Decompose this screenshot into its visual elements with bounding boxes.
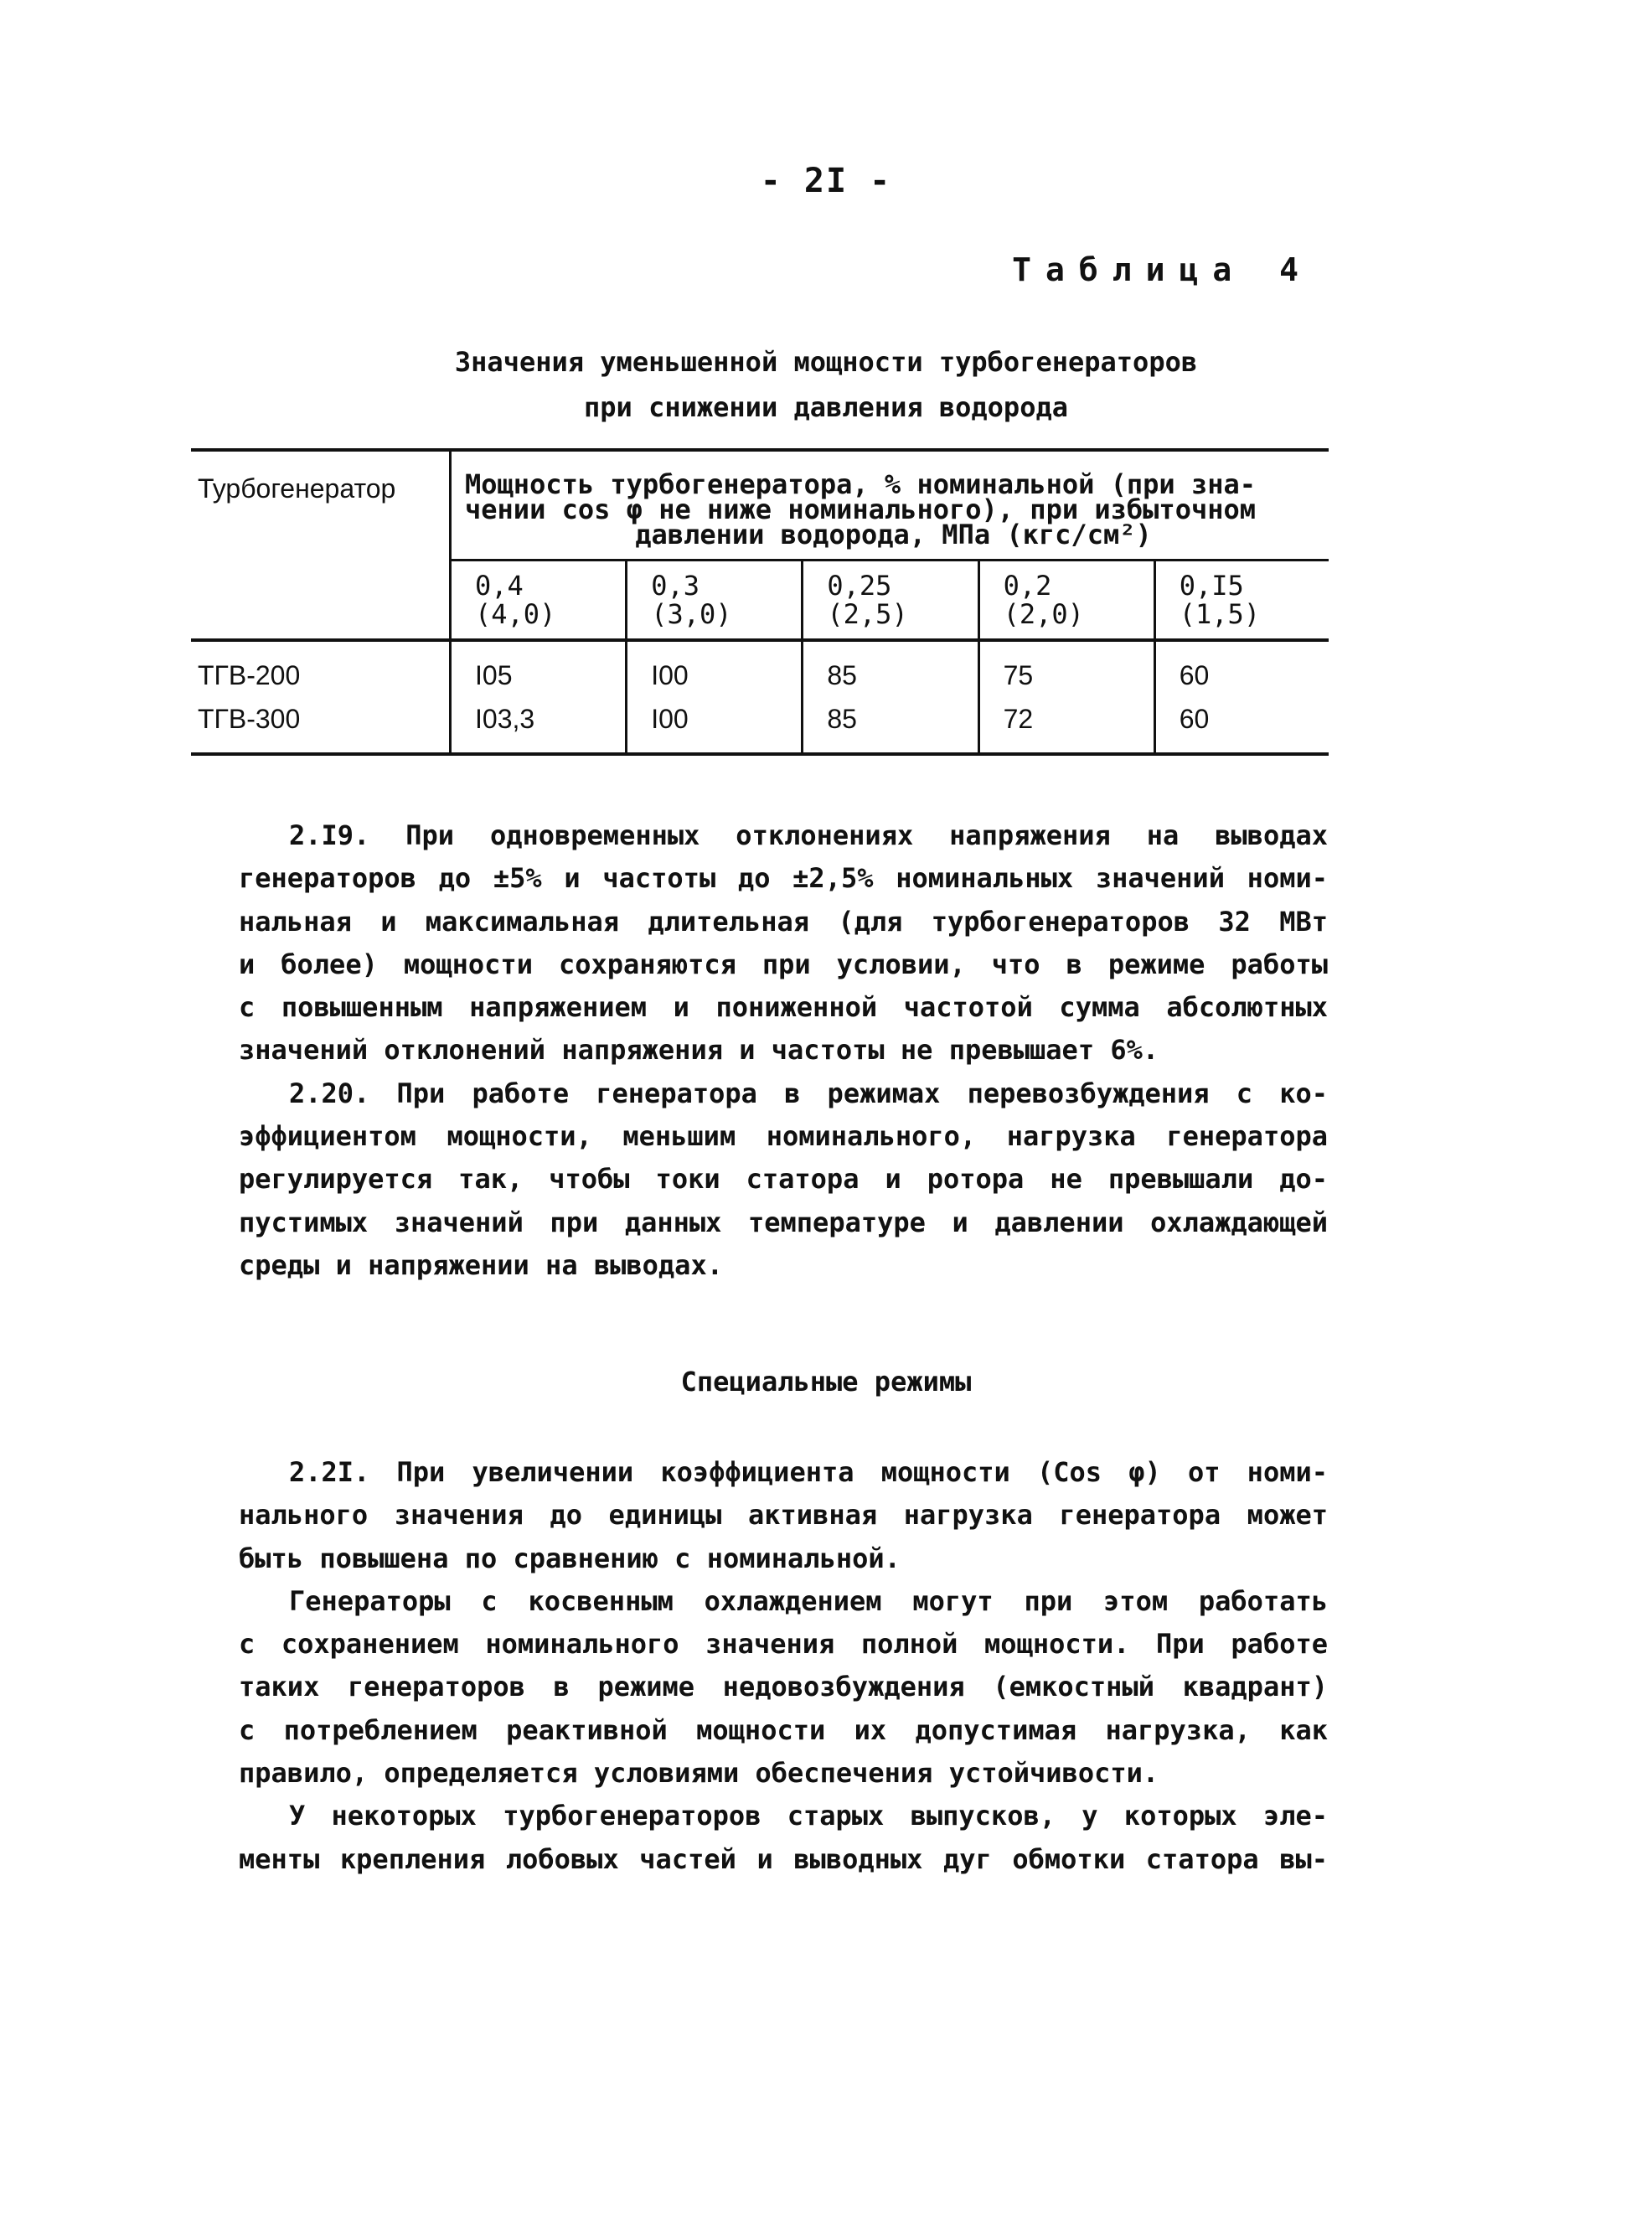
table-caption — [0, 339, 1652, 430]
text-line: с сохранением номинального значения полной мощности. При работе — [239, 1628, 1328, 1661]
header-generator: Турбогенератор — [191, 450, 451, 640]
table-row — [191, 697, 1329, 754]
text-line: правило, определяется условиями обеспечения устойчивости. — [239, 1757, 1159, 1790]
generator-name: ТГВ-200 — [191, 640, 451, 697]
text-line: У некоторых турбогенераторов старых выпусков, у которых эле- — [289, 1800, 1328, 1832]
table-cell: I00 — [627, 640, 803, 697]
pressure-kgf: (2,5) — [827, 598, 908, 630]
table-cell: 72 — [978, 697, 1154, 754]
header-pressure — [978, 561, 1154, 641]
pressure-mpa: 0,4 — [475, 570, 524, 602]
text-line: с повышенным напряжением и пониженной частотой сумма абсолютных — [239, 991, 1328, 1024]
table-cell: I05 — [451, 640, 627, 697]
pressure-kgf: (3,0) — [651, 598, 732, 630]
table-cell: I03,3 — [451, 697, 627, 754]
pressure-kgf: (4,0) — [475, 598, 556, 630]
pressure-kgf: (2,0) — [1003, 598, 1084, 630]
text-line: быть повышена по сравнению с номинальной. — [239, 1542, 901, 1574]
header-pressure — [627, 561, 803, 641]
header-power-line: чении cos φ не ниже номинального), при избыточном — [465, 493, 1257, 525]
paragraph-2-21 — [239, 1451, 1328, 1881]
text-line: эффициентом мощности, меньшим номинального, нагрузка генератора — [239, 1120, 1328, 1153]
generator-name: ТГВ-300 — [191, 697, 451, 754]
text-line: значений отклонений напряжения и частоты не превышает 6%. — [239, 1034, 1159, 1067]
text-line: 2.I9. При одновременных отклонениях напряжения на выводах — [289, 819, 1328, 851]
pressure-kgf: (1,5) — [1179, 598, 1261, 630]
header-pressure — [1154, 561, 1329, 641]
text-line: с потреблением реактивной мощности их допустимая нагрузка, как — [239, 1713, 1328, 1746]
header-power — [451, 450, 1329, 561]
text-line: нального значения до единицы активная нагрузка генератора может — [239, 1499, 1328, 1532]
table-cell: 60 — [1154, 697, 1329, 754]
table-label: Таблица 4 — [1012, 251, 1313, 288]
text-line: 2.20. При работе генератора в режимах перевозбуждения с ко- — [289, 1077, 1328, 1109]
text-line: регулируется так, чтобы токи статора и ротора не превышали до- — [239, 1163, 1328, 1196]
table-row — [191, 640, 1329, 697]
page-number: - 2I - — [760, 162, 892, 200]
text-line: и более) мощности сохраняются при условии, что в режиме работы — [239, 948, 1328, 980]
text-line: таких генераторов в режиме недовозбуждения (емкостный квадрант) — [239, 1671, 1328, 1703]
text-line: 2.2I. При увеличении коэффициента мощности (Cos φ) от номи- — [289, 1456, 1328, 1488]
text-line: нальная и максимальная длительная (для турбогенераторов 32 МВт — [239, 905, 1328, 938]
text-line: среды и напряжении на выводах. — [239, 1248, 723, 1281]
text-line: генераторов до ±5% и частоты до ±2,5% номинальных значений номи- — [239, 862, 1328, 895]
header-power-line: Мощность турбогенератора, % номинальной (при зна- — [465, 468, 1257, 500]
text-line: пустимых значений при данных температуре и давлении охлаждающей — [239, 1206, 1328, 1238]
table-cell: 75 — [978, 640, 1154, 697]
header-power-line: давлении водорода, МПа (кгс/см²) — [635, 519, 1152, 550]
pressure-mpa: 0,I5 — [1179, 570, 1244, 602]
paragraph-2-19-and-2-20 — [239, 814, 1328, 1287]
text-line: Генераторы с косвенным охлаждением могут при этом работать — [289, 1584, 1328, 1617]
power-table — [191, 448, 1329, 756]
pressure-mpa: 0,25 — [827, 570, 892, 602]
table-cell: I00 — [627, 697, 803, 754]
pressure-mpa: 0,2 — [1003, 570, 1052, 602]
table-caption-line: при снижении давления водорода — [584, 391, 1068, 423]
text-line: менты крепления лобовых частей и выводных дуг обмотки статора вы- — [239, 1842, 1328, 1875]
table-cell: 85 — [803, 640, 978, 697]
pressure-mpa: 0,3 — [651, 570, 700, 602]
table-caption-line: Значения уменьшенной мощности турбогенераторов — [454, 346, 1198, 378]
table-cell: 85 — [803, 697, 978, 754]
header-pressure — [803, 561, 978, 641]
table-cell: 60 — [1179, 659, 1210, 690]
section-heading: Специальные режимы — [680, 1366, 972, 1398]
header-pressure — [451, 561, 627, 641]
